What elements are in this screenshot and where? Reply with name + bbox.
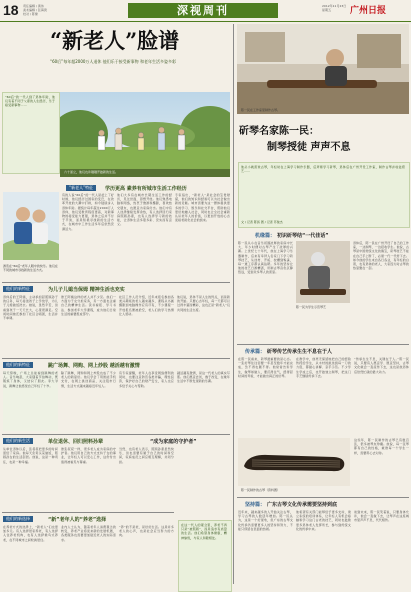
editor-line: 责任编辑 / 黄伟 xyxy=(23,4,44,8)
right-body-1b: 退休后，陈一民在广州开设了自己的工作室，一边制琴，一边招收学生。他说，古琴是中国传统文化的瑰宝，斫琴技艺不能在自己手上断了，必须一代一代传下去。如今他的学生来自各行各业，有年轻的白领，也有退休的老人，大家因为对古琴的热爱聚在一起。 xyxy=(353,241,409,271)
section-3-body-d: 越活越有激情，是这一代老人的真实写照。他们愿意尝试，敢于改变，在晚年生活中不断发现新的乐趣。 xyxy=(177,371,230,384)
section-heading-3: 跳广场舞、网购、网上炒股 越活越有激情 xyxy=(48,363,140,369)
section-3-body-a: 每天傍晚，广场上总能看到跳舞的老人。音乐响起，大家随着节拍舞动，既锻炼了身体，又结识了朋友。李大爷说，跳舞让他感觉自己年轻了十岁。 xyxy=(3,371,58,431)
section-2-body-a: 退休后的王阿姨，主动承担起照顾孙子的任务，每天接送孩子上学放学，为儿子儿媳做饭洗衣。她说，虽然辛苦，但看到孩子一天天长大，心里很满足。空闲时间她还参加了社区合唱团，生活并不单调。 xyxy=(3,295,58,321)
section-quote-4: “成为家庭的守护者” xyxy=(150,439,197,445)
section-label-5: 他们的新选择 xyxy=(3,516,33,522)
section-1-body-a: 有的人说“60后”的一代人是赶上了好时候，他们经历过国家的变迁，在改革开放的大潮中打拼，如今陆续步入退休年龄。据统计每年超过2000万人退休，他们受教育程度更高，对新事物的接受能力更强，退休之后并不甘于平淡，而是积极寻找新的生活方式，在城市中工作生活多年后依然充满活力。 xyxy=(62,193,114,231)
section-3-body-b: 除了跳舞，网购和网上炒股也成了不少老人的新爱好。他们学会了用智能手机支付，在网上挑选商品，关注股市行情，生活方式越来越接近年轻人。 xyxy=(61,371,116,388)
right-headline-1: 斫琴名家陈一民： xyxy=(239,126,319,137)
section-label-2: 他们的新特征 xyxy=(3,286,33,292)
divider-1 xyxy=(2,282,230,283)
section-label-3: 他们的新特征 xyxy=(3,362,33,368)
section-heading-4: 单位退休、回归照料孙辈 xyxy=(48,439,104,445)
section-5-body-a: 在养老方式的选择上，“新老人”们也更加多元。有人选择居家养老，有人选择入住养老机构，也有人选择候鸟式养老，在不同城市之间轮换居住。 xyxy=(3,525,58,542)
section-title: 深视周刊 xyxy=(177,4,229,17)
section-1-body-c: 专家指出，“新老人”是社会的宝贵财富，他们的知识和经验可以为社会做出新的贡献。城市需要为这一群体提供更多的学习、娱乐和社交平台，帮助他们更好地融入社会，同时也让全社会重新认识老年人的价值，以更加开放的心态迎接老龄化社会的到来。 xyxy=(175,193,230,223)
couple-photo xyxy=(3,192,59,260)
instrument-photo xyxy=(238,438,350,486)
side-caption: 游览在“60后”老年人眼中的快乐。他们在不同的城市寻找新的生活方式。 xyxy=(3,264,58,272)
right-subhead-2: 斫琴传艺传承生生不息在于人 xyxy=(267,349,333,355)
newspaper-logo: 广州日报 xyxy=(350,6,387,16)
right-body-3b: 他希望有关部门能够给予更多支持，建立系统的培训体系，让年轻人有机会接触和学习这门古老的技艺，同时也鼓励更多退休老人发挥所长，参与到传统文化的传承中来。 xyxy=(296,510,351,531)
right-subhead-3-label: 坚持篇： xyxy=(245,502,266,508)
section-heading-1: 学历更高 素养有所城市生活工作经历 xyxy=(105,186,187,192)
editor-credits xyxy=(23,4,47,16)
section-1-body-b: 他们大多有在城市长期生活工作的经历，见过世面，思想开放。他们熟悉电脑和网络，热衷于旅游和摄影，喜欢结交朋友，也愿意为家庭付出。他们中有人选择继续发挥余热，有人选择回归家庭照顾孙辈，也有人选择学习新的技能，让退休生活多姿多彩、充实而有意义。 xyxy=(117,193,172,227)
right-body-2c: “传承生生不息，关键在于人。”陈一民说，只要有人愿意学、愿意坚持，古琴文化就会一直流传下去，这也是他退休后依然忙碌的最大动力。 xyxy=(354,357,409,374)
section-label-4: 他们的新生活 xyxy=(3,438,33,444)
right-subhead-1-label: 机缘篇： xyxy=(255,233,276,239)
right-divider-2 xyxy=(237,497,409,498)
section-label-1: “新老人”特征 xyxy=(66,185,96,191)
luthier-photo-caption: 陈一民在工作室里制作古琴。 xyxy=(241,108,281,112)
teaching-photo-caption: 陈一民为学生示范琴艺 xyxy=(296,305,327,309)
section-2-body-b: 像王阿姨这样的老人并不少见。他们一方面为子女分担家务，另一方面也注重自己的精神生活。读书看报、学习书法、参加老年大学课程，成为他们日常生活的重要组成部分。 xyxy=(61,295,116,316)
workshop-image xyxy=(237,24,409,114)
section-4-body-c: 当然，也有老人表示，照顾孙辈虽然快乐，但也需要有属于自己的时间和空间，家庭成员之间应相互理解，共同分担。 xyxy=(119,447,174,464)
right-body-1a: 陈一民从小在音乐氛围浓厚的家庭中长大，年少时便对古琴产生了浓厚的兴趣。上世纪七十年代，他在上海学习乐器制作，后来有幸拜入名家门下学习斫琴技艺，从选材、开板、挖槽到髹漆，每一道工序都认真钻研。多年的坚持让他的技艺日渐精湛，所制古琴音色沉静悠远，受到众多琴人的喜爱。 xyxy=(238,241,293,275)
main-photo xyxy=(60,92,230,177)
right-body-3a: 近年来，越来越多的人开始关注古琴，学习古琴的人数逐年增加。陈一民认为，这是一个好现象，但广东的古琴文化传承仍需要更多人的坚持和努力，不能只停留在表面的热闹。 xyxy=(238,510,293,531)
right-body-2b: 在教学中，他毫无保留地把自己的经验传授给学生，从木材的挑选到每一刀的力度，都耐心讲解、亲手示范。不少学生学成之后，也开始独立制琴，把这门手艺继续传承下去。 xyxy=(296,357,351,378)
section-heading-2: 为儿子儿媳当保姆 精神生活也充实 xyxy=(48,287,125,293)
guqin-image xyxy=(238,438,350,486)
instrument-caption: 陈一民制作的古琴（资料图） xyxy=(241,488,281,492)
right-subhead-1: 初识斫琴结“一代佳话” xyxy=(277,233,329,239)
designer-line: 美术编辑 / 张海滨 xyxy=(23,8,47,12)
section-3-body-c: 有专家提醒，老年人在享受网络便利的同时，也要注意防范各类诈骗，理性投资，保护好自己的财产安全，家人也应多给予关心与帮助。 xyxy=(119,371,174,388)
right-body-3c: 谈到未来，陈一民笑着说，只要身体允许，他会一直做下去，让琴声在这座城市里声声不息，代代相传。 xyxy=(354,510,409,523)
divider-3 xyxy=(2,434,230,435)
right-body-2a: 在陈一民看来，斫琴最重要的是心态。一张好琴往往需要一年甚至数年才能完成，急不得也躁不得。他常常告诉学生，做琴如做人，要沉得住气，经得起时间的考验，才能做出真正的好琴。 xyxy=(238,357,293,378)
feature-subtitle: “60后”每年超2000万人退休 他们乐于接受新事物 和老年生活多姿多彩 xyxy=(50,59,176,64)
section-5-body-b: 业内人士认为，随着老年人消费观念的转变，养老产业将迎来新的发展机遇，各类服务也需要更加贴近老人的实际需求。 xyxy=(61,525,116,542)
column-divider xyxy=(233,24,234,584)
page-number: 18 xyxy=(3,2,19,18)
section-4-body-b: 像张叔叔一样，很多老人成为家庭的守护者。他们用自己的方式支持子女的事业，让年轻人可以安心工作，这份付出值得被看见与尊重。 xyxy=(61,447,116,464)
lead-box-text: 他从小就喜欢古琴，年轻时在上海学习制作乐器，后拜师学习斫琴，退休后在广州开设工作室，制作古琴并收徒授艺…… xyxy=(241,165,405,174)
section-heading-5: “新”老年人的“养老”选择 xyxy=(48,517,107,523)
section-2-body-c: 社区工作人员介绍，近年来报名参加各类兴趣班的老人越来越多，课程从书画摄影到电脑操作应有尽有，不少课程一开放报名便被抢空，老人们的学习热情让人感动。 xyxy=(119,295,174,316)
main-photo-caption: 六十而立，他们也许刚刚开始新的生活。 xyxy=(64,170,119,174)
left-feature xyxy=(0,22,232,587)
teaching-image xyxy=(296,241,350,303)
section-4-body-a: 从单位退休以后，张叔叔把更多的时间留给了家庭。他每天负责买菜做饭，照顾孙女的生活起居。他说，这是一种责任，也是一种幸福。 xyxy=(3,447,58,464)
info-box-text: 在这一代人的观念里，养老不再只是“被照顾”，而是追求有质量的生活。他们希望身体健康，精神愉悦，与家人和睦相处。 xyxy=(181,523,227,540)
feature-headline: “新老人”脸谱 xyxy=(50,28,180,53)
right-body-2d: 这些年，陈一民制作的古琴已有数百张，很多被琴友珍藏。他说，每一张琴都有自己的性格，就像每一个学生一样，需要用心去对待。 xyxy=(354,438,409,455)
right-feature xyxy=(235,22,411,587)
teaching-photo xyxy=(296,241,350,303)
right-subhead-2-label: 传承篇： xyxy=(245,349,266,355)
couple-portrait-image xyxy=(3,192,59,260)
masthead xyxy=(0,0,411,22)
section-2-body-d: 他们说，退休不是人生的终点，而是新的开始。只要心态年轻，每一天都可以过得丰富而精彩，这也正是“新老人”们共同的生活态度。 xyxy=(177,295,230,312)
intro-text: “60后”的一代人到了退休年龄，他们有着不同于父辈的人生经历，乐于接受新事物…… xyxy=(5,95,55,108)
right-subhead-3: 广东古琴文化传承需要坚持到底 xyxy=(267,502,338,508)
proofreader-line: 校对 / 陈健 xyxy=(23,12,38,16)
right-headline-2: 制琴授徒 声声不息 xyxy=(267,142,351,153)
section-5-body-c: “养”的不是老，是好好生活。这是许多老人的心声，也是社会应当努力的方向。 xyxy=(119,525,174,538)
divider-2 xyxy=(2,358,230,359)
luthier-photo xyxy=(237,24,409,114)
right-divider-1 xyxy=(237,344,409,345)
divider-4 xyxy=(2,512,174,513)
right-byline: 文 / 记者 陈扬 图 / 记者 苏俊杰 xyxy=(241,220,283,224)
issue-date: 2012年11月23日 星期五 xyxy=(322,4,347,12)
park-family-image xyxy=(60,92,230,177)
